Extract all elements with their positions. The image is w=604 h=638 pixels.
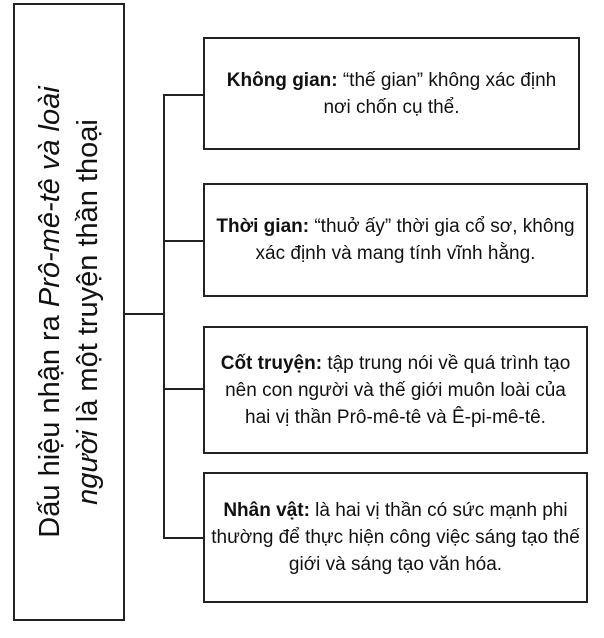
root-title-suffix: là một truyện thần thoại bbox=[72, 119, 104, 431]
node-thoi-gian-text bbox=[211, 213, 580, 267]
root-title-line-2 bbox=[69, 12, 107, 612]
node-nhan-vat-body: là hai vị thần có sức mạnh phi thường để thực hiện công việc sáng tạo thế giới và sáng tạo văn hóa. bbox=[211, 500, 580, 575]
trunk-connector bbox=[163, 94, 165, 538]
node-thoi-gian-label: Thời gian: bbox=[216, 216, 310, 237]
root-title-prefix: Dấu hiệu nhận ra bbox=[34, 307, 66, 538]
root-connector bbox=[125, 313, 164, 315]
node-nhan-vat bbox=[203, 472, 588, 603]
branch-connector-1 bbox=[163, 94, 204, 96]
node-thoi-gian bbox=[203, 183, 588, 297]
branch-connector-3 bbox=[163, 388, 204, 390]
branch-connector-2 bbox=[163, 240, 204, 242]
root-node bbox=[13, 3, 125, 621]
node-cot-truyen-label: Cốt truyện: bbox=[220, 352, 323, 374]
root-title bbox=[31, 12, 107, 612]
node-cot-truyen-body: tập trung nói về quá trình tạo nên con người và thế giới muôn loài của hai vị thần Prô-mê-tê và Ê-pi-mê-tê. bbox=[225, 352, 571, 428]
node-nhan-vat-text bbox=[211, 497, 580, 578]
node-khong-gian-text bbox=[211, 67, 572, 121]
node-cot-truyen-text bbox=[211, 350, 580, 431]
root-title-italic-1: Prô-mê-tê và loài bbox=[34, 86, 66, 308]
node-khong-gian bbox=[203, 37, 580, 150]
node-thoi-gian-body: “thuở ấy” thời gia cổ sơ, không xác định và mang tính vĩnh hằng. bbox=[255, 216, 575, 264]
root-title-line-1 bbox=[31, 12, 69, 612]
node-khong-gian-label: Không gian: bbox=[226, 69, 338, 91]
node-nhan-vat-label: Nhân vật: bbox=[223, 500, 310, 521]
node-cot-truyen bbox=[203, 326, 588, 454]
node-khong-gian-body: “thế gian” không xác định nơi chốn cụ thể. bbox=[323, 69, 557, 118]
root-title-italic-2: người bbox=[72, 430, 104, 505]
branch-connector-4 bbox=[163, 537, 204, 539]
